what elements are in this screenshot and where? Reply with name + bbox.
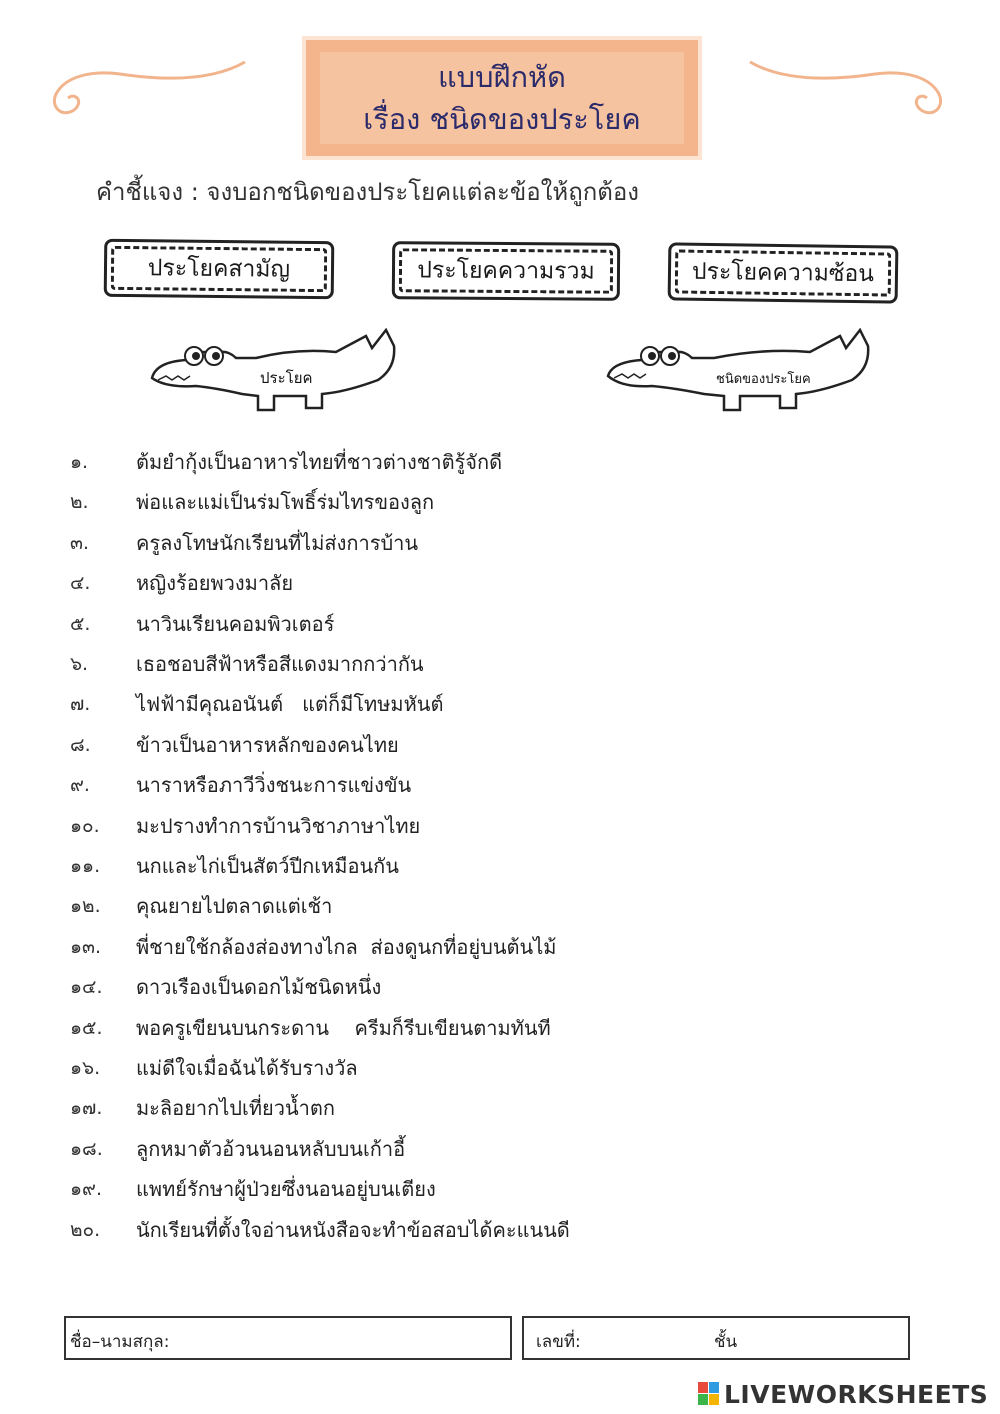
- sentence-number: ๕.: [70, 612, 91, 635]
- sentence-text: นาราหรือภาวีวิ่งชนะการแข่งขัน: [136, 773, 412, 798]
- decorative-swirl-right: [740, 52, 960, 122]
- sentence-number: ๓.: [70, 531, 90, 554]
- sentence-row: [70, 850, 399, 882]
- sentence-text: ต้มยำกุ้งเป็นอาหารไทยที่ชาวต่างชาติรู้จักดี: [136, 450, 503, 474]
- choice-complex-sentence[interactable]: [668, 242, 899, 303]
- sentence-number: ๑๘.: [70, 1137, 103, 1160]
- worksheet-subtitle: เรื่อง ชนิดของประโยค: [363, 102, 641, 136]
- sentence-number: ๗.: [70, 693, 91, 716]
- instruction-text: คำชี้แจง : จงบอกชนิดของประโยคแต่ละข้อให้ถูกต้อง: [96, 178, 640, 206]
- sentence-number: ๑๗.: [70, 1097, 103, 1120]
- sentence-row: [70, 931, 556, 963]
- choice-compound-sentence[interactable]: [392, 241, 620, 301]
- sentence-text: แพทย์รักษาผู้ป่วยซึ่งนอนอยู่บนเตียง: [136, 1177, 436, 1202]
- sentence-row: [70, 486, 434, 518]
- sentence-number: ๑๒.: [70, 895, 101, 918]
- crocodile-label: ประโยค: [260, 369, 313, 387]
- decorative-swirl-left: [40, 52, 260, 122]
- sentence-text: หญิงร้อยพวงมาลัย: [136, 571, 294, 596]
- choice-label: ประโยคสามัญ: [147, 255, 291, 283]
- sentence-number: ๑.: [70, 451, 89, 473]
- sentence-row: [70, 446, 502, 478]
- sentence-row: [70, 1214, 570, 1246]
- sentence-text: ครูลงโทษนักเรียนที่ไม่ส่งการบ้าน: [136, 530, 419, 555]
- sentence-number: ๑๕.: [70, 1016, 103, 1039]
- sentence-text: ไฟฟ้ามีคุณอนันต์ แต่ก็มีโทษมหันต์: [136, 692, 444, 717]
- worksheet-title: แบบฝึกหัด: [437, 60, 566, 94]
- sentence-text: มะลิอยากไปเที่ยวน้ำตก: [136, 1096, 335, 1121]
- sentence-number: ๘.: [70, 733, 91, 756]
- liveworksheets-logo-icon: [698, 1382, 720, 1406]
- sentence-row: [70, 1052, 358, 1084]
- sentence-row: [70, 729, 399, 761]
- name-field[interactable]: [64, 1316, 512, 1360]
- sentence-text: พ่อและแม่เป็นร่มโพธิ์ร่มไทรของลูก: [136, 490, 435, 515]
- choice-simple-sentence[interactable]: [104, 239, 335, 299]
- sentence-text: นาวินเรียนคอมพิวเตอร์: [136, 611, 335, 636]
- sentence-text: ข้าวเป็นอาหารหลักของคนไทย: [136, 732, 399, 757]
- sentence-text: พี่ชายใช้กล้องส่องทางไกล ส่องดูนกที่อยู่บนต้นไม้: [136, 934, 557, 959]
- sentence-text: นกและไก่เป็นสัตว์ปีกเหมือนกัน: [136, 854, 399, 878]
- sentence-row: [70, 1092, 335, 1124]
- sentence-number: ๑๐.: [70, 814, 100, 837]
- name-label: ชื่อ–นามสกุล:: [70, 1332, 170, 1352]
- title-banner: [306, 40, 698, 156]
- sentence-number: ๑๔.: [70, 976, 103, 999]
- sentence-text: แม่ดีใจเมื่อฉันได้รับรางวัล: [136, 1056, 358, 1080]
- sentence-row: [70, 608, 334, 640]
- sentence-text: มะปรางทำการบ้านวิชาภาษาไทย: [136, 813, 421, 838]
- class-label: ชั้น: [714, 1332, 738, 1352]
- crocodile-label: ชนิดของประโยค: [716, 372, 811, 387]
- sentence-row: [70, 971, 381, 1003]
- sentence-text: คุณยายไปตลาดแต่เช้า: [136, 894, 333, 919]
- sentence-row: [70, 810, 420, 842]
- sentence-text: พอครูเขียนบนกระดาน ครีมก็รีบเขียนตามทันที: [136, 1015, 551, 1040]
- sentence-row: [70, 890, 332, 922]
- sentence-number: ๖.: [70, 653, 89, 675]
- sentence-number: ๒๐.: [70, 1218, 101, 1241]
- choice-label: ประโยคความซ้อน: [691, 258, 875, 288]
- sentence-row: [70, 688, 443, 720]
- sentence-number: ๙.: [70, 774, 90, 797]
- sentence-number: ๔.: [70, 572, 91, 595]
- sentence-number: ๑๖.: [70, 1057, 101, 1079]
- sentence-number: ๒.: [70, 491, 89, 514]
- sentence-row: [70, 769, 411, 801]
- sentence-text: นักเรียนที่ตั้งใจอ่านหนังสือจะทำข้อสอบได้คะแนนดี: [136, 1217, 570, 1242]
- crocodile-drop-sentence-type[interactable]: [604, 328, 872, 418]
- sentence-row: [70, 648, 424, 680]
- sentence-row: [70, 1133, 405, 1165]
- sentence-number: ๑๙.: [70, 1178, 103, 1201]
- sentence-row: [70, 527, 418, 559]
- sentence-text: ดาวเรืองเป็นดอกไม้ชนิดหนึ่ง: [136, 975, 382, 1000]
- sentence-row: [70, 1173, 436, 1205]
- choice-label: ประโยคความรวม: [417, 257, 595, 285]
- sentence-text: ลูกหมาตัวอ้วนนอนหลับบนเก้าอี้: [136, 1136, 406, 1161]
- sentence-row: [70, 567, 293, 599]
- number-class-field[interactable]: [522, 1316, 910, 1360]
- sentence-number: ๑๓.: [70, 935, 102, 958]
- sentence-number: ๑๑.: [70, 855, 101, 877]
- crocodile-drop-sentence[interactable]: [146, 328, 398, 418]
- number-label: เลขที่:: [536, 1332, 581, 1352]
- sentence-row: [70, 1012, 551, 1044]
- sentence-text: เธอชอบสีฟ้าหรือสีแดงมากกว่ากัน: [136, 652, 424, 676]
- liveworksheets-brand: LIVEWORKSHEETS: [724, 1380, 989, 1409]
